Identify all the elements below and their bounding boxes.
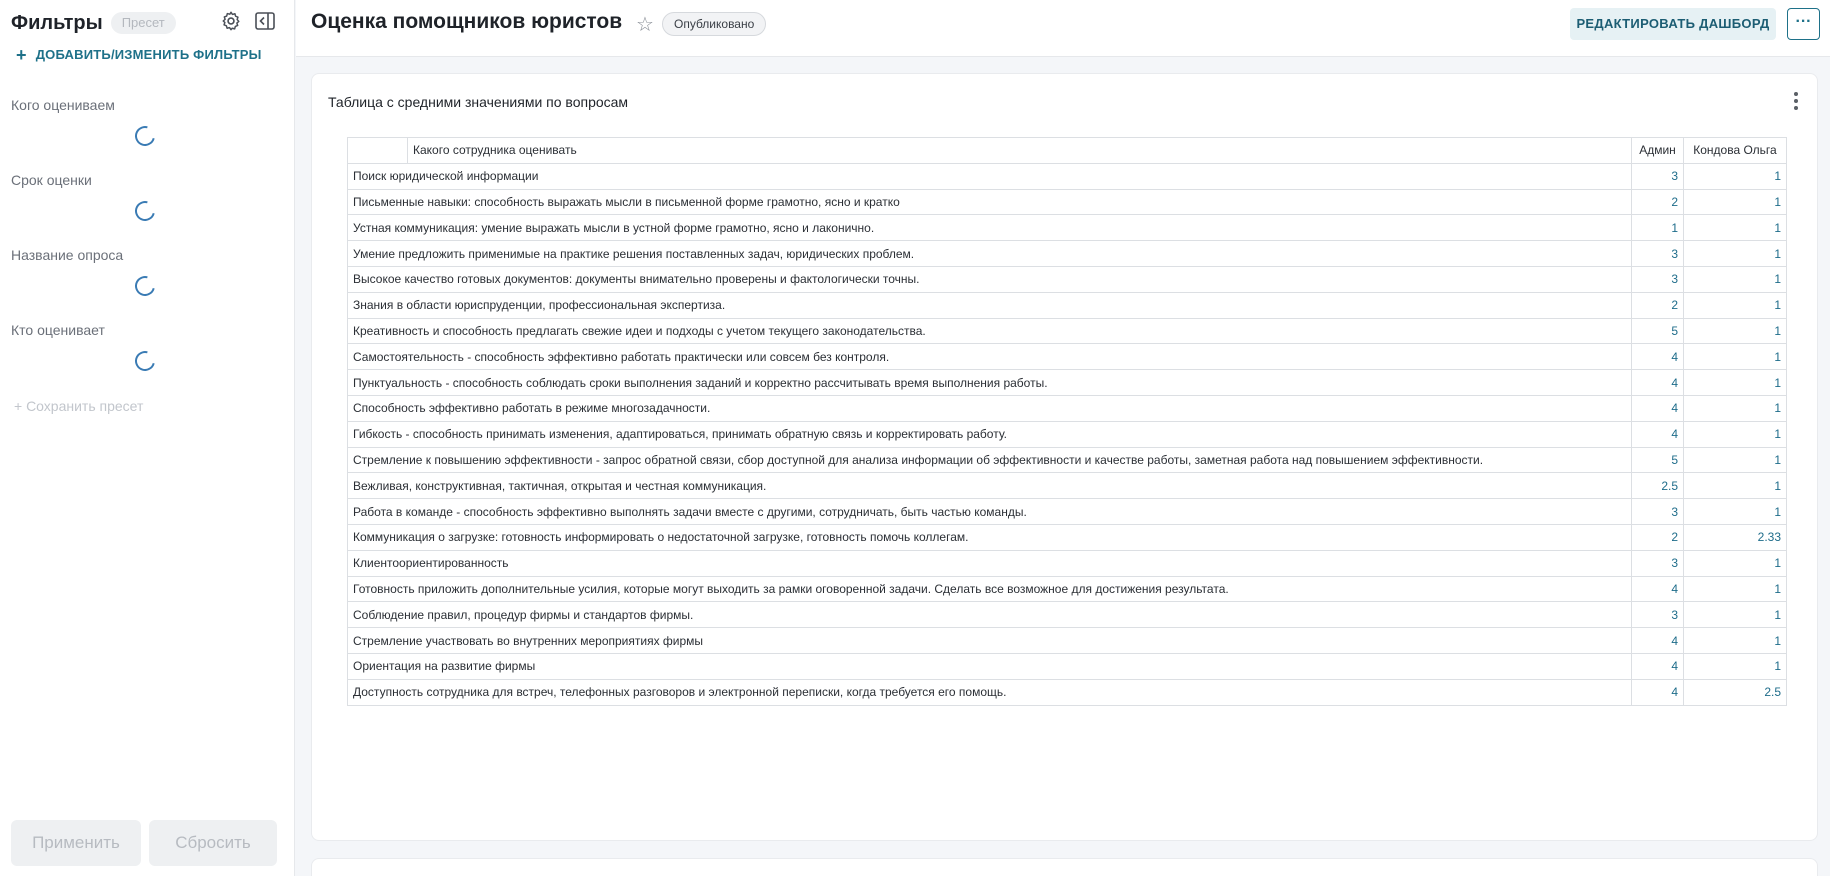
table-row bbox=[348, 550, 1787, 576]
question-cell: Доступность сотрудника для встреч, телефонных разговоров и электронной переписки, когда требуется его помощь. bbox=[348, 679, 1632, 705]
admin-value-cell[interactable]: 3 bbox=[1632, 550, 1684, 576]
admin-value-cell[interactable]: 4 bbox=[1632, 395, 1684, 421]
next-card bbox=[311, 858, 1818, 876]
table-row bbox=[348, 576, 1787, 602]
question-cell: Умение предложить применимые на практике решения поставленных задач, юридических проблем. bbox=[348, 241, 1632, 267]
question-cell: Знания в области юриспруденции, профессиональная экспертиза. bbox=[348, 292, 1632, 318]
table-row bbox=[348, 370, 1787, 396]
kondova-value-cell[interactable]: 1 bbox=[1684, 395, 1787, 421]
admin-value-cell[interactable]: 3 bbox=[1632, 499, 1684, 525]
kondova-value-cell[interactable]: 1 bbox=[1684, 292, 1787, 318]
table-header-row bbox=[348, 138, 1787, 164]
kondova-value-cell[interactable]: 1 bbox=[1684, 318, 1787, 344]
question-cell: Гибкость - способность принимать изменения, адаптироваться, принимать обратную связь и корректировать работу. bbox=[348, 421, 1632, 447]
column-header-index bbox=[348, 138, 408, 164]
question-cell: Готовность приложить дополнительные усилия, которые могут выходить за рамки оговоренной задачи. Сделать все возможное для достижения результата. bbox=[348, 576, 1632, 602]
admin-value-cell[interactable]: 4 bbox=[1632, 344, 1684, 370]
kondova-value-cell[interactable]: 1 bbox=[1684, 499, 1787, 525]
table-row bbox=[348, 163, 1787, 189]
kondova-value-cell[interactable]: 2.5 bbox=[1684, 679, 1787, 705]
kondova-value-cell[interactable]: 1 bbox=[1684, 421, 1787, 447]
admin-value-cell[interactable]: 4 bbox=[1632, 653, 1684, 679]
column-header-kondova[interactable]: Кондова Ольга bbox=[1684, 138, 1787, 164]
admin-value-cell[interactable]: 5 bbox=[1632, 447, 1684, 473]
admin-value-cell[interactable]: 3 bbox=[1632, 163, 1684, 189]
table-row bbox=[348, 524, 1787, 550]
table-row bbox=[348, 653, 1787, 679]
admin-value-cell[interactable]: 2.5 bbox=[1632, 473, 1684, 499]
filter-label-survey: Название опроса bbox=[11, 247, 124, 263]
preset-badge[interactable]: Пресет bbox=[111, 12, 176, 34]
edit-dashboard-button[interactable]: РЕДАКТИРОВАТЬ ДАШБОРД bbox=[1570, 8, 1776, 40]
admin-value-cell[interactable]: 2 bbox=[1632, 292, 1684, 318]
question-cell: Способность эффективно работать в режиме многозадачности. bbox=[348, 395, 1632, 421]
table-row bbox=[348, 395, 1787, 421]
kondova-value-cell[interactable]: 1 bbox=[1684, 344, 1787, 370]
table-row bbox=[348, 628, 1787, 654]
status-badge: Опубликовано bbox=[662, 12, 766, 36]
gear-icon[interactable] bbox=[220, 10, 242, 32]
admin-value-cell[interactable]: 1 bbox=[1632, 215, 1684, 241]
kondova-value-cell[interactable]: 1 bbox=[1684, 447, 1787, 473]
admin-value-cell[interactable]: 4 bbox=[1632, 370, 1684, 396]
apply-button[interactable]: Применить bbox=[11, 820, 141, 866]
kondova-value-cell[interactable]: 1 bbox=[1684, 653, 1787, 679]
table-card bbox=[311, 73, 1818, 841]
question-cell: Поиск юридической информации bbox=[348, 163, 1632, 189]
kebab-menu-icon[interactable] bbox=[1793, 92, 1799, 112]
question-cell: Вежливая, конструктивная, тактичная, открытая и честная коммуникация. bbox=[348, 473, 1632, 499]
kondova-value-cell[interactable]: 1 bbox=[1684, 241, 1787, 267]
table-row bbox=[348, 344, 1787, 370]
page-title: Оценка помощников юристов bbox=[311, 10, 623, 33]
kondova-value-cell[interactable]: 1 bbox=[1684, 628, 1787, 654]
question-cell: Самостоятельность - способность эффективно работать практически или совсем без контроля. bbox=[348, 344, 1632, 370]
kondova-value-cell[interactable]: 1 bbox=[1684, 602, 1787, 628]
question-cell: Стремление к повышению эффективности - запрос обратной связи, сбор доступной для анализа информации об эффективности и качестве работы, заметная работа над повышением эффективности. bbox=[348, 447, 1632, 473]
admin-value-cell[interactable]: 4 bbox=[1632, 628, 1684, 654]
reset-button[interactable]: Сбросить bbox=[149, 820, 277, 866]
table-row bbox=[348, 266, 1787, 292]
table-row bbox=[348, 215, 1787, 241]
loading-spinner-icon bbox=[131, 122, 158, 149]
sidebar-header bbox=[11, 10, 176, 36]
admin-value-cell[interactable]: 4 bbox=[1632, 679, 1684, 705]
admin-value-cell[interactable]: 5 bbox=[1632, 318, 1684, 344]
kondova-value-cell[interactable]: 1 bbox=[1684, 215, 1787, 241]
question-cell: Соблюдение правил, процедур фирмы и стандартов фирмы. bbox=[348, 602, 1632, 628]
kondova-value-cell[interactable]: 1 bbox=[1684, 370, 1787, 396]
table-row bbox=[348, 447, 1787, 473]
plus-icon: + bbox=[16, 44, 27, 65]
filter-label-period: Срок оценки bbox=[11, 172, 92, 188]
add-filters-label: ДОБАВИТЬ/ИЗМЕНИТЬ ФИЛЬТРЫ bbox=[35, 47, 262, 62]
averages-table bbox=[347, 137, 1787, 706]
table-row bbox=[348, 318, 1787, 344]
card-title: Таблица с средними значениями по вопросам bbox=[328, 94, 629, 110]
kondova-value-cell[interactable]: 1 bbox=[1684, 266, 1787, 292]
loading-spinner-icon bbox=[131, 347, 158, 374]
question-cell: Пунктуальность - способность соблюдать сроки выполнения заданий и корректно рассчитывать время выполнения работы. bbox=[348, 370, 1632, 396]
question-cell: Ориентация на развитие фирмы bbox=[348, 653, 1632, 679]
admin-value-cell[interactable]: 3 bbox=[1632, 266, 1684, 292]
collapse-sidebar-icon[interactable] bbox=[255, 12, 275, 30]
question-cell: Клиентоориентированность bbox=[348, 550, 1632, 576]
question-cell: Коммуникация о загрузке: готовность информировать о недостаточной загрузке, готовность помочь коллегам. bbox=[348, 524, 1632, 550]
question-cell: Письменные навыки: способность выражать мысли в письменной форме грамотно, ясно и кратко bbox=[348, 189, 1632, 215]
more-options-button[interactable]: ··· bbox=[1787, 8, 1820, 40]
add-filters-button[interactable] bbox=[16, 44, 262, 65]
table-row bbox=[348, 421, 1787, 447]
question-cell: Высокое качество готовых документов: документы внимательно проверены и фактологически точны. bbox=[348, 266, 1632, 292]
table-row bbox=[348, 499, 1787, 525]
loading-spinner-icon bbox=[131, 197, 158, 224]
kondova-value-cell[interactable]: 1 bbox=[1684, 163, 1787, 189]
admin-value-cell[interactable]: 2 bbox=[1632, 524, 1684, 550]
kondova-value-cell[interactable]: 1 bbox=[1684, 189, 1787, 215]
dashboard-header bbox=[296, 0, 1830, 57]
table-row bbox=[348, 292, 1787, 318]
table-row bbox=[348, 602, 1787, 628]
kondova-value-cell[interactable]: 1 bbox=[1684, 576, 1787, 602]
star-icon[interactable]: ☆ bbox=[636, 14, 654, 36]
table-row bbox=[348, 679, 1787, 705]
filters-sidebar bbox=[0, 0, 295, 876]
table-row bbox=[348, 241, 1787, 267]
sidebar-title: Фильтры bbox=[11, 11, 103, 34]
column-header-admin[interactable]: Админ bbox=[1632, 138, 1684, 164]
kondova-value-cell[interactable]: 1 bbox=[1684, 550, 1787, 576]
admin-value-cell[interactable]: 2 bbox=[1632, 189, 1684, 215]
question-cell: Креативность и способность предлагать свежие идеи и подходы с учетом текущего законодательства. bbox=[348, 318, 1632, 344]
question-cell: Работа в команде - способность эффективно выполнять задачи вместе с другими, сотрудничать, быть частью команды. bbox=[348, 499, 1632, 525]
kondova-value-cell[interactable]: 1 bbox=[1684, 473, 1787, 499]
filter-label-whom: Кого оцениваем bbox=[11, 97, 115, 113]
question-cell: Устная коммуникация: умение выражать мысли в устной форме грамотно, ясно и лаконично. bbox=[348, 215, 1632, 241]
save-preset-button[interactable]: + Сохранить пресет bbox=[14, 398, 144, 414]
column-header-employee: Какого сотрудника оценивать bbox=[408, 138, 1632, 164]
kondova-value-cell[interactable]: 2.33 bbox=[1684, 524, 1787, 550]
admin-value-cell[interactable]: 4 bbox=[1632, 576, 1684, 602]
question-cell: Стремление участвовать во внутренних мероприятиях фирмы bbox=[348, 628, 1632, 654]
table-row bbox=[348, 189, 1787, 215]
admin-value-cell[interactable]: 3 bbox=[1632, 241, 1684, 267]
table-row bbox=[348, 473, 1787, 499]
filter-label-evaluator: Кто оценивает bbox=[11, 322, 105, 338]
admin-value-cell[interactable]: 3 bbox=[1632, 602, 1684, 628]
table-body bbox=[348, 163, 1787, 705]
admin-value-cell[interactable]: 4 bbox=[1632, 421, 1684, 447]
loading-spinner-icon bbox=[131, 272, 158, 299]
